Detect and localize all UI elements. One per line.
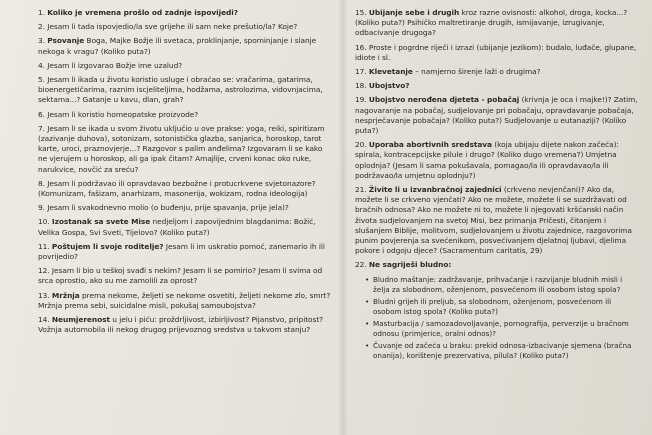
question-17: 17. Klevetanje – namjerno širenje laži o drugima? [355, 67, 541, 77]
question-14: 14. Neumjerenost u jelu i piću: proždrljivost, izbirljivost? Pijanstvo, pripitost? Vožnja automobila ili nekog drugog prijevoznog sredstva u takvom stanju? [38, 315, 324, 335]
question-18: 18. Ubojstvo? [355, 81, 410, 91]
right-column [355, 8, 638, 363]
list-item: • Bludno maštanje: zadržavanje, prihvaćanje i razvijanje bludnih misli i želja za slobodnom, oženjenom, posvećenom ili osobom istog spola? [365, 274, 623, 294]
question-4: 4. Jesam li izgovarao Božje ime uzalud? [38, 60, 183, 70]
question-20: 20. Uporaba abortivnih sredstava (koja ubijaju dijete nakon začeća): spirala, kontracepcijske pilule i drugo? (Koliko dugo vremena?) Umjetna oplodnja? (Jesam li sama pokušavala, pomagao/la ili opravdavao/la ili podržavao/la umjetnu oplodnju?) [355, 140, 619, 180]
question-22-bullets [365, 275, 638, 361]
list-item: • Masturbacija / samozadovoljavanje, pornografija, perverzije u bračnom odnosu (primjerice, oralni odnos)? [365, 318, 629, 338]
question-11: 11. Poštujem li svoje roditelje? Jesam li im uskratio pomoć, zanemario ih ili povrijedio? [38, 241, 325, 262]
question-8: 8. Jesam li podržavao ili opravdavao bezbožne i protucrkvene svjetonazore? (Komunizam, fašizam, anarhizam, masonerija, wokizam, rodna ideologija) [38, 178, 316, 199]
question-19: 19. Ubojstvo nerođena djeteta - pobačaj (krivnja je oca i majke!)? Zatim, nagovaranje na pobačaj, sudjelovanje pri pobačaju, opravdavanje pobačaja, nesprječavanje pobačaja? (Koliko puta?) Sudjelovanje u eutanaziji? (Koliko puta?) [355, 95, 638, 136]
question-9: 9. Jesam li svakodnevno molio (o buđenju, prije spavanja, prije jela)? [38, 203, 289, 213]
question-2: 2. Jesam li tada ispovjedio/la sve grijehe ili sam neke prešutio/la? Koje? [38, 22, 298, 32]
question-21: 21. Živite li u izvanbračnoj zajednici (crkveno nevjenčani)? Ako da, možete li se crkveno vjenčati? Ako ne možete, možete li se suzdržavati od bračnih odnosa? Ako ne možete ni to, možete li njegovati kršćanski način života sudjelovanjem na svetoj Misi, bez primanja Pričesti, čitanjem i slušanjem Biblije, molitvom, sudjelovanjem u životu zajednice, razgovorima punim povjerenja sa svećenikom, posvećivanjem djelatnoj ljubavi, djelima pokore i odgoju djece? (Sacramentum caritatis, 29) [355, 185, 632, 256]
question-5: 5. Jesam li ikada u životu koristio usluge i obraćao se: vračarima, gatarima, bioenergetičarima, raznim iscjeliteljima, hodžama, astrolozima, vidovnjacima, sektama...? Gatanje u kavu, dlan, grah? [38, 75, 323, 105]
question-12: 12. Jesam li bio u teškoj svađi s nekim? Jesam li se pomirio? Jesam li svima od srca oprostio, ako su me zamolili za oprost? [38, 266, 323, 286]
page-fold [338, 0, 348, 435]
list-item: • Bludni grijeh ili preljub, sa slobodnom, oženjenom, posvećenom ili osobom istog spola? (Koliko puta?) [365, 296, 612, 316]
question-10: 10. Izostanak sa svete Mise nedjeljom i zapovijednim blagdanima: Božić, Velika Gospa, Svi Sveti, Tijelovo? (Koliko puta?) [38, 217, 316, 237]
question-7: 7. Jesam li se ikada u svom životu uključio u ove prakse: yoga, reiki, spiritizam (zazivanje duhova), sotonizam, sotonistička glazba, sanjarica, horoskop, tarot karte, uroci, praznovjerje...? Razgovor s palim anđelima? Izgovaram li se kako ne vjerujem u horoskop, ali ga ipak čitam? Amajlije, crveni konac oko ruke, narukvice, novčić za sreću? [38, 123, 325, 174]
question-1: 1. Koliko je vremena prošlo od zadnje ispovijedi? [38, 8, 239, 17]
list-item: • Čuvanje od začeća u braku: prekid odnosa-izbacivanje sjemena (bračna onanija), korištenje prezervativa, pilula? (Koliko puta?) [365, 340, 632, 360]
question-13: 13. Mržnja prema nekome, želјeti se nekome osvetiti, željeti nekome zlo, smrt? Mržnja prema sebi, suicidalne misli, pokušaj samoubojstva? [38, 290, 331, 310]
question-22: 22. Ne sagriješi bludno: [355, 260, 452, 270]
bullet-icon: • [365, 318, 370, 328]
question-3: 3. Psovanje Boga, Majke Božje ili svetaca, proklinjanje, spominjanje i slanje nekoga k vragu? (Koliko puta?) [38, 36, 317, 56]
question-16: 16. Proste i pogrdne riječi i izrazi (ubijanje jezikom): budalo, luđače, glupane, idiote i sl. [355, 42, 637, 62]
left-column [38, 8, 331, 339]
question-6: 6. Jesam li koristio homeopatske proizvode? [38, 109, 199, 119]
bullet-icon: • [365, 296, 370, 306]
question-15: 15. Ubijanje sebe i drugih kroz razne ovisnosti: alkohol, droga, kocka...? (Koliko puta?) Psihičko maltretiranje drugih, ismijavanje, izrugivanje, odbacivanje drugoga? [355, 8, 628, 38]
bullet-icon: • [365, 274, 370, 284]
bullet-icon: • [365, 340, 370, 350]
